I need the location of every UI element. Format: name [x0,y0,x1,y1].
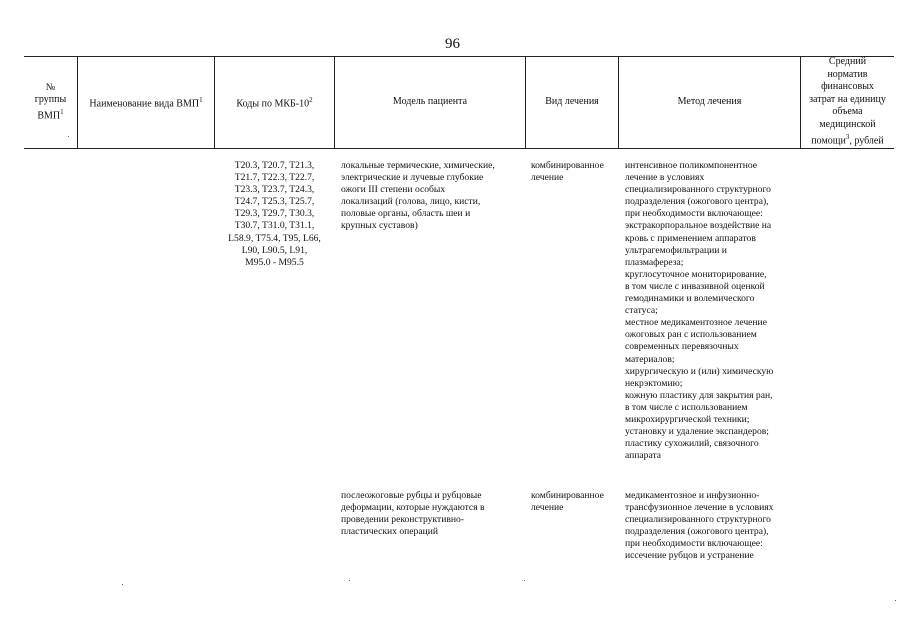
header-treatment-method [619,57,800,147]
footnote-mark: 1 [60,107,64,116]
method-line: медикаментозное и инфузионно- [625,490,760,501]
method-line: специализированного структурного [625,514,771,526]
method-line: круглосуточное мониторирование, [625,268,767,280]
method-line: подразделения (ожогового центра), [625,526,769,538]
method-line: плазмафереза; [625,256,684,268]
method-line: некрэктомию; [625,377,683,389]
header-cost-line: объема [832,106,863,118]
header-cost-line: медицинской [819,118,876,130]
scan-speck [68,136,69,137]
method-line: установку и удаление экспандеров; [625,426,769,438]
header-text: Коды по МКБ-10 [236,98,310,110]
header-cost-line: , рублей [849,135,884,147]
method-line: кровь с применением аппаратов [625,232,756,244]
method-line: в том числе с использованием [625,401,748,413]
scan-speck [895,600,896,601]
treatment-type-cell [531,160,618,184]
header-cost-line: норматив [827,68,868,80]
icd-codes-cell [215,160,334,269]
type-line: комбинированное [531,490,604,501]
method-line: в том числе с инвазивной оценкой [625,280,765,292]
icd-code-line: L58.9, T75.4, T95, L66, [228,232,321,244]
method-line: при необходимости включающее: [625,208,763,220]
model-line: электрические и лучевые глубокие [341,172,484,184]
icd-code-line: T23.3, T23.7, T24.3, [234,184,315,196]
scan-speck [524,580,525,581]
icd-code-line: L90, L90.5, L91, [241,244,308,256]
model-line: проведении реконструктивно- [341,514,464,526]
icd-code-line: M95.0 - M95.5 [245,256,304,268]
model-line: деформации, которые нуждаются в [341,502,485,514]
model-line: крупных суставов) [341,220,418,232]
scan-speck [349,580,350,581]
icd-code-line: T20.3, T20.7, T21.3, [234,160,315,171]
method-line: экстракорпоральное воздействие на [625,220,772,232]
treatment-type-cell [531,490,618,514]
method-line: современных перевязочных [625,341,739,353]
method-line: гемодинамики и волемического [625,293,755,305]
header-text: Вид лечения [545,96,599,107]
header-patient-model [335,57,525,147]
header-group-number [24,57,77,147]
icd-code-line: T29.3, T29.7, T30.3, [234,208,315,220]
method-line: аппарата [625,450,662,462]
type-line: лечение [531,502,564,514]
scan-speck [122,584,123,585]
header-group-line: № [45,81,56,93]
header-icd-codes [215,57,334,147]
header-cost-line: финансовых [821,81,874,93]
footnote-mark: 3 [845,133,850,142]
footnote-mark: 1 [199,95,203,104]
method-line: при необходимости включающее: [625,538,763,550]
patient-model-cell [341,160,525,233]
header-group-line: ВМП [37,110,61,122]
method-line: трансфузионное лечение в условиях [625,502,774,514]
model-line: локальные термические, химические, [341,160,495,171]
icd-code-line: T21.7, T22.3, T22.7, [234,172,315,184]
header-vmp-name [78,57,214,147]
method-line: специализированного структурного [625,184,771,196]
method-line: интенсивное поликомпонентное [625,160,758,171]
header-cost-line: помощи [811,135,846,147]
header-group-line: группы [34,93,67,105]
treatment-method-cell [625,490,800,563]
type-line: комбинированное [531,160,604,171]
model-line: пластических операций [341,526,438,538]
method-line: пластику сухожилий, связочного [625,438,759,450]
method-line: местное медикаментозное лечение [625,317,767,329]
footnote-mark: 2 [309,95,313,104]
method-line: кожную пластику для закрытия ран, [625,389,773,401]
method-line: лечение в условиях [625,172,705,184]
page-number: 96 [445,36,460,52]
method-line: хирургическую и (или) химическую [625,365,774,377]
method-line: статуса; [625,305,658,317]
header-treatment-type [526,57,618,147]
icd-code-line: T30.7, T31.0, T31.1, [234,220,315,232]
method-line: подразделения (ожогового центра), [625,196,769,208]
model-line: локализаций (голова, лицо, кисти, [341,196,481,208]
method-line: микрохирургической техники; [625,413,750,425]
header-cost-line: затрат на единицу [809,93,886,105]
method-line: ультрагемофильтрации и [625,244,727,256]
header-bottom-border [24,148,894,149]
header-average-cost [801,57,894,147]
header-cost-line: Средний [828,56,867,68]
model-line: половые органы, область шеи и [341,208,471,220]
patient-model-cell [341,490,525,538]
treatment-method-cell [625,160,800,462]
header-text: Наименование вида ВМП [89,98,200,110]
icd-code-line: T24.7, T25.3, T25.7, [234,196,315,208]
method-line: материалов; [625,353,675,365]
method-line: ожоговых ран с использованием [625,329,757,341]
header-text: Метод лечения [677,96,742,107]
model-line: послеожоговые рубцы и рубцовые [341,490,482,501]
header-text: Модель пациента [392,96,468,107]
method-line: иссечение рубцов и устранение [625,550,754,562]
type-line: лечение [531,172,564,184]
model-line: ожоги III степени особых [341,184,446,196]
